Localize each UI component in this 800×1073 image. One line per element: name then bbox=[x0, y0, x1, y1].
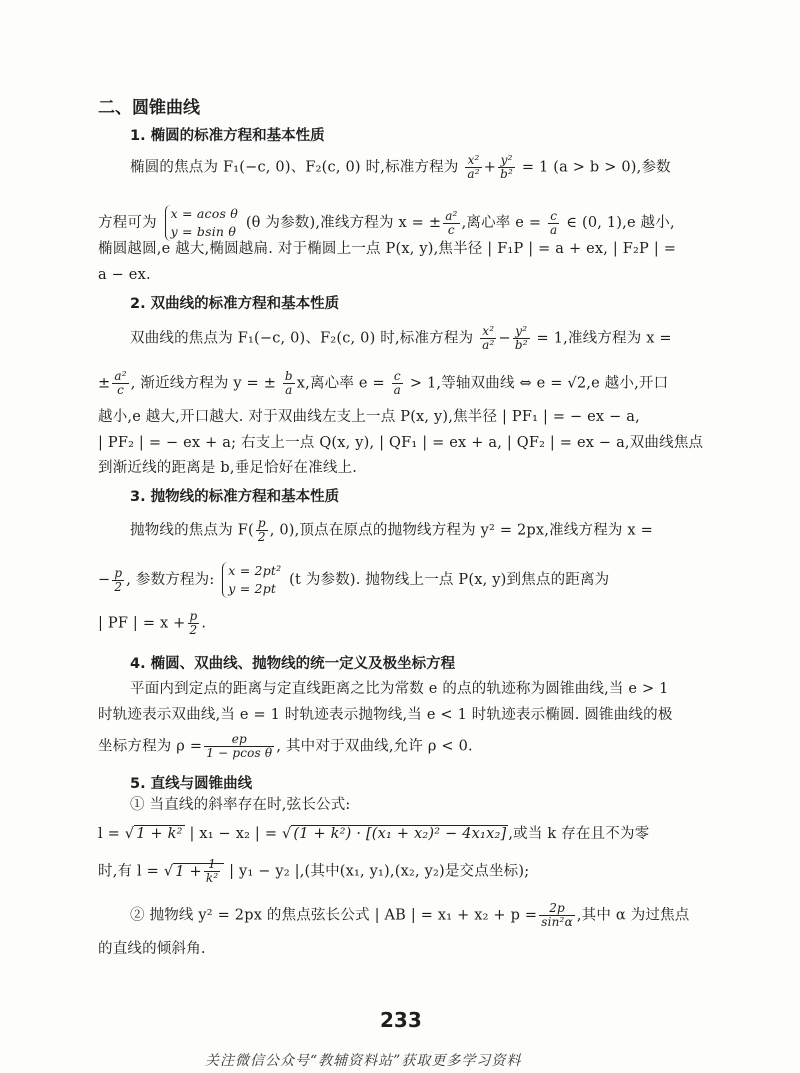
heading-hyperbola: 2. 双曲线的标准方程和基本性质 bbox=[130, 296, 340, 312]
unified-line-3: 坐标方程为 ρ = $\frac{ep}{\text{1 − pcos θ}}$ , 其中对于双曲线,允许 ρ < 0. bbox=[98, 732, 473, 760]
line-conic-line-3: 时,有 l = √ 1 + $\frac{1}{\text{k²}}$ | y₁ − y₂ |,(其中(x₁, y₁),(x₂, y₂)是交点坐标); bbox=[98, 857, 530, 885]
hyperbola-line-3: 越小,e 越大,开口越大. 对于双曲线左支上一点 P(x, y),焦半径 | PF₁ | = − ex − a, bbox=[98, 409, 640, 425]
heading-line-conic: 5. 直线与圆锥曲线 bbox=[130, 776, 253, 792]
fraction: $\frac{\text{x²}}{\text{a²}}$ bbox=[482, 324, 495, 352]
fraction: $\frac{c}{a}$ bbox=[550, 208, 558, 237]
fraction: $\frac{\text{a²}}{c}$ bbox=[114, 369, 127, 397]
heading-ellipse: 1. 椭圆的标准方程和基本性质 bbox=[130, 128, 325, 144]
hyperbola-line-4: | PF₂ | = − ex + a; 右支上一点 Q(x, y), | QF₁ | = ex + a, | QF₂ | = ex − a,双曲线焦点 bbox=[98, 435, 704, 451]
heading-parabola: 3. 抛物线的标准方程和基本性质 bbox=[130, 489, 340, 505]
ellipse-line-1: 椭圆的焦点为 F₁(−c, 0)、F₂(c, 0) 时,标准方程为 $\frac{\text{x²}}{\text{a²}}$ + $\frac{\text{y²}}{\text{b²}}$ = 1 (a > b > 0),参数 bbox=[130, 153, 671, 181]
line-conic-line-5: 的直线的倾斜角. bbox=[98, 941, 206, 957]
equation-system: x = 2pt² y = 2pt bbox=[222, 562, 281, 598]
fraction: $\frac{p}{2}$ bbox=[189, 609, 198, 637]
page-number: 233 bbox=[380, 1008, 422, 1032]
parabola-line-1: 抛物线的焦点为 F( $\frac{p}{2}$ , 0),顶点在原点的抛物线方程为 y² = 2px,准线方程为 x = bbox=[130, 516, 653, 544]
line-conic-line-4: ② 抛物线 y² = 2px 的焦点弦长公式 | AB | = x₁ + x₂ + p = $\frac{2p}{\text{sin²α}}$ ,其中 α 为过焦点 bbox=[130, 901, 690, 929]
footer-note: 关注微信公众号“教辅资料站”获取更多学习资料 bbox=[205, 1053, 522, 1069]
fraction: $\frac{ep}{\text{1 − pcos θ}}$ bbox=[206, 732, 273, 760]
ellipse-line-2: 方程可为 x = acos θ y = bsin θ (θ 为参数),准线方程为 x = ± $\frac{\text{a²}}{c}$ ,离心率 e = $\frac{c}{a}$ ∈ (0, 1),e 越小, bbox=[98, 206, 675, 239]
hyperbola-line-5: 到渐近线的距离是 b,垂足恰好在准线上. bbox=[98, 460, 358, 476]
fraction: $\frac{\text{x²}}{\text{a²}}$ bbox=[467, 153, 480, 181]
section-title: 二、圆锥曲线 bbox=[98, 98, 200, 118]
parabola-line-2: − $\frac{p}{2}$ , 参数方程为: x = 2pt² y = 2pt (t 为参数). 抛物线上一点 P(x, y)到焦点的距离为 bbox=[98, 563, 610, 596]
hyperbola-line-1: 双曲线的焦点为 F₁(−c, 0)、F₂(c, 0) 时,标准方程为 $\frac{\text{x²}}{\text{a²}}$ − $\frac{\text{y²}}{\text{b²}}$ = 1,准线方程为 x = bbox=[130, 324, 672, 352]
fraction: $\frac{\text{y²}}{\text{b²}}$ bbox=[514, 324, 528, 352]
fraction: $\frac{\text{a²}}{c}$ bbox=[445, 208, 458, 237]
parabola-line-3: | PF | = x + $\frac{p}{2}$ . bbox=[98, 609, 207, 637]
fraction: $\frac{2p}{\text{sin²α}}$ bbox=[541, 901, 573, 929]
fraction: $\frac{1}{\text{k²}}$ bbox=[205, 857, 219, 885]
fraction: $\frac{b}{a}$ bbox=[284, 369, 293, 397]
line-conic-line-1: ① 当直线的斜率存在时,弦长公式: bbox=[130, 797, 351, 813]
heading-unified: 4. 椭圆、双曲线、抛物线的统一定义及极坐标方程 bbox=[130, 656, 456, 672]
fraction: $\frac{p}{2}$ bbox=[257, 516, 266, 544]
unified-line-1: 平面内到定点的距离与定直线距离之比为常数 e 的点的轨迹称为圆锥曲线,当 e > 1 bbox=[130, 681, 669, 697]
ellipse-line-3: 椭圆越圆,e 越大,椭圆越扁. 对于椭圆上一点 P(x, y),焦半径 | F₁P | = a + ex, | F₂P | = bbox=[98, 241, 677, 257]
fraction: $\frac{c}{a}$ bbox=[393, 369, 401, 397]
unified-line-2: 时轨迹表示双曲线,当 e = 1 时轨迹表示抛物线,当 e < 1 时轨迹表示椭圆. 圆锥曲线的极 bbox=[98, 707, 673, 723]
hyperbola-line-2: ± $\frac{\text{a²}}{c}$ , 渐近线方程为 y = ± $\frac{b}{a}$ x,离心率 e = $\frac{c}{a}$ > 1,等轴双曲线 ⇔ e = √2,e 越小,开口 bbox=[98, 369, 669, 397]
equation-system: x = acos θ y = bsin θ bbox=[165, 205, 238, 241]
line-conic-line-2: l = √ 1 + k² | x₁ − x₂ | = √ (1 + k²) · [(x₁ + x₂)² − 4x₁x₂] ,或当 k 存在且不为零 bbox=[98, 826, 650, 842]
ellipse-line-4: a − ex. bbox=[98, 267, 151, 283]
fraction: $\frac{\text{y²}}{\text{b²}}$ bbox=[500, 153, 514, 181]
fraction: $\frac{p}{2}$ bbox=[114, 565, 123, 594]
